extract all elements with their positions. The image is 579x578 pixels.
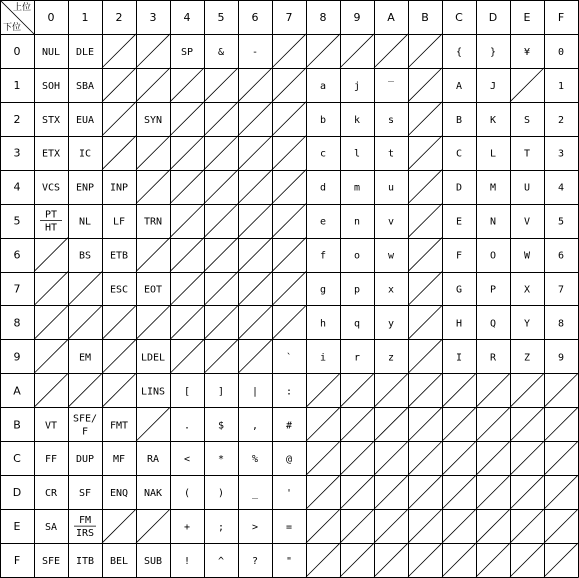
code-cell: CR — [44, 488, 58, 500]
unassigned-cell-slash — [408, 34, 442, 68]
code-cell: W — [523, 250, 531, 262]
unassigned-cell-slash — [34, 339, 68, 373]
col-header: C — [455, 10, 463, 24]
row-header: 2 — [13, 112, 21, 126]
code-cell: ¥ — [523, 46, 531, 58]
code-cell: < — [183, 454, 191, 466]
unassigned-cell-slash — [102, 509, 136, 543]
unassigned-cell-slash — [340, 373, 374, 407]
unassigned-cell-slash — [374, 407, 408, 441]
code-cell: P — [489, 284, 497, 296]
code-cell: SBA — [75, 80, 95, 92]
unassigned-cell-slash — [102, 373, 136, 407]
unassigned-cell-slash — [306, 543, 340, 577]
unassigned-cell-slash — [476, 441, 510, 475]
code-cell: y — [387, 318, 395, 330]
row-header: 4 — [13, 180, 21, 194]
code-cell: - — [251, 46, 259, 58]
code-cell: ( — [183, 488, 191, 500]
unassigned-cell-slash — [238, 238, 272, 272]
code-cell: p — [353, 284, 361, 296]
code-cell: v — [387, 216, 395, 228]
code-cell: b — [319, 114, 327, 126]
code-cell: & — [217, 46, 225, 58]
code-cell: D — [455, 182, 463, 194]
unassigned-cell-slash — [510, 373, 544, 407]
col-header: 3 — [149, 10, 157, 24]
code-cell: E — [455, 216, 463, 228]
unassigned-cell-slash — [442, 373, 476, 407]
unassigned-cell-slash — [272, 170, 306, 204]
row-header: A — [13, 384, 21, 398]
unassigned-cell-slash — [272, 305, 306, 339]
unassigned-cell-slash — [68, 305, 102, 339]
unassigned-cell-slash — [170, 136, 204, 170]
code-cell: # — [285, 420, 293, 432]
col-header: F — [557, 10, 565, 24]
code-cell: = — [285, 522, 293, 534]
code-cell: ETB — [109, 250, 129, 262]
unassigned-cell-slash — [204, 68, 238, 102]
code-cell: M — [489, 182, 497, 194]
code-cell: % — [251, 454, 259, 466]
code-cell: ' — [285, 488, 293, 500]
code-cell: } — [489, 46, 497, 58]
unassigned-cell-slash — [272, 68, 306, 102]
unassigned-cell-slash — [306, 373, 340, 407]
unassigned-cell-slash — [340, 407, 374, 441]
unassigned-cell-slash — [408, 407, 442, 441]
unassigned-cell-slash — [238, 102, 272, 136]
unassigned-cell-slash — [136, 407, 170, 441]
unassigned-cell-slash — [408, 543, 442, 577]
corner-upper-label: 上位 — [12, 3, 31, 13]
code-cell: EUA — [75, 114, 95, 126]
unassigned-cell-slash — [306, 441, 340, 475]
code-cell: * — [217, 454, 225, 466]
unassigned-cell-slash — [306, 407, 340, 441]
code-cell: DLE — [75, 46, 95, 58]
unassigned-cell-slash — [408, 475, 442, 509]
code-cell: J — [489, 80, 497, 92]
unassigned-cell-slash — [204, 272, 238, 306]
code-cell: w — [387, 250, 395, 262]
code-cell: FMT — [109, 420, 129, 432]
code-cell: d — [319, 182, 327, 194]
code-cell: , — [251, 420, 259, 432]
col-header: 8 — [319, 10, 327, 24]
code-cell: ESC — [109, 284, 129, 296]
code-cell: S — [523, 114, 531, 126]
code-cell: F — [455, 250, 463, 262]
code-cell: e — [319, 216, 327, 228]
unassigned-cell-slash — [408, 170, 442, 204]
unassigned-cell-slash — [408, 373, 442, 407]
unassigned-cell-slash — [510, 475, 544, 509]
code-cell: T — [523, 148, 531, 160]
unassigned-cell-slash — [306, 475, 340, 509]
code-cell: RA — [146, 454, 160, 466]
code-cell: ITB — [75, 556, 95, 568]
code-cell: Y — [523, 318, 531, 330]
unassigned-cell-slash — [408, 136, 442, 170]
code-cell: ENQ — [109, 488, 129, 500]
col-header: 7 — [285, 10, 293, 24]
row-header: 1 — [13, 78, 21, 92]
code-cell: 5 — [557, 216, 565, 228]
code-cell: n — [353, 216, 361, 228]
code-cell: C — [455, 148, 463, 160]
unassigned-cell-slash — [374, 475, 408, 509]
unassigned-cell-slash — [510, 441, 544, 475]
code-cell: h — [319, 318, 327, 330]
unassigned-cell-slash — [238, 339, 272, 373]
code-cell: I — [455, 352, 463, 364]
row-header: B — [13, 418, 21, 432]
code-cell: DUP — [75, 454, 95, 466]
unassigned-cell-slash — [306, 509, 340, 543]
code-cell: N — [489, 216, 497, 228]
code-cell: Z — [523, 352, 531, 364]
code-cell: EOT — [143, 284, 163, 296]
unassigned-cell-slash — [408, 204, 442, 238]
row-header: C — [13, 452, 21, 466]
code-cell: Q — [489, 318, 497, 330]
unassigned-cell-slash — [170, 204, 204, 238]
code-cell: U — [523, 182, 531, 194]
unassigned-cell-slash — [34, 305, 68, 339]
code-cell-top: FM — [78, 515, 92, 527]
code-cell: 4 — [557, 182, 565, 194]
code-cell: SA — [44, 522, 58, 534]
col-header: 0 — [47, 10, 55, 24]
code-cell: 1 — [557, 80, 565, 92]
code-cell: . — [183, 420, 191, 432]
code-cell: > — [251, 522, 259, 534]
code-cell: ) — [217, 488, 225, 500]
code-cell: u — [387, 182, 395, 194]
row-header: 0 — [13, 44, 21, 58]
code-cell: j — [353, 80, 361, 92]
unassigned-cell-slash — [340, 34, 374, 68]
code-cell: s — [387, 114, 395, 126]
row-header: D — [12, 486, 22, 500]
unassigned-cell-slash — [340, 509, 374, 543]
unassigned-cell-slash — [102, 102, 136, 136]
code-cell: | — [251, 386, 259, 398]
code-cell: V — [523, 216, 531, 228]
code-cell: 7 — [557, 284, 565, 296]
unassigned-cell-slash — [204, 136, 238, 170]
unassigned-cell-slash — [68, 272, 102, 306]
code-cell: ETX — [41, 148, 61, 160]
code-cell: SOH — [41, 80, 61, 92]
code-cell: q — [353, 318, 361, 330]
col-header: A — [387, 10, 395, 24]
code-cell: g — [319, 284, 327, 296]
code-cell: " — [285, 556, 293, 568]
code-cell: i — [319, 352, 327, 364]
code-cell-bottom: HT — [44, 222, 58, 234]
unassigned-cell-slash — [102, 339, 136, 373]
code-cell: ? — [251, 556, 259, 568]
unassigned-cell-slash — [102, 305, 136, 339]
unassigned-cell-slash — [170, 102, 204, 136]
unassigned-cell-slash — [272, 136, 306, 170]
unassigned-cell-slash — [408, 102, 442, 136]
col-header: 9 — [353, 10, 361, 24]
unassigned-cell-slash — [170, 170, 204, 204]
unassigned-cell-slash — [442, 543, 476, 577]
unassigned-cell-slash — [170, 68, 204, 102]
row-header: 7 — [13, 282, 21, 296]
code-cell: a — [319, 80, 327, 92]
unassigned-cell-slash — [272, 204, 306, 238]
code-cell: VT — [44, 420, 58, 432]
code-cell: c — [319, 148, 327, 160]
unassigned-cell-slash — [408, 305, 442, 339]
code-cell: X — [523, 284, 531, 296]
row-header: 9 — [13, 350, 21, 364]
code-cell: SF — [78, 488, 92, 500]
unassigned-cell-slash — [136, 34, 170, 68]
code-cell: EM — [78, 352, 92, 364]
code-cell: H — [455, 318, 463, 330]
unassigned-cell-slash — [204, 305, 238, 339]
code-cell: VCS — [41, 182, 61, 194]
unassigned-cell-slash — [272, 34, 306, 68]
unassigned-cell-slash — [204, 204, 238, 238]
code-cell: z — [387, 352, 395, 364]
code-cell: 2 — [557, 114, 565, 126]
unassigned-cell-slash — [408, 238, 442, 272]
unassigned-cell-slash — [510, 407, 544, 441]
col-header: D — [488, 10, 498, 24]
code-cell: FF — [44, 454, 58, 466]
code-cell: { — [455, 46, 463, 58]
code-cell: : — [285, 386, 293, 398]
code-cell: 9 — [557, 352, 565, 364]
unassigned-cell-slash — [374, 34, 408, 68]
unassigned-cell-slash — [340, 475, 374, 509]
unassigned-cell-slash — [204, 102, 238, 136]
col-header: 4 — [183, 10, 191, 24]
unassigned-cell-slash — [408, 509, 442, 543]
code-cell: 6 — [557, 250, 565, 262]
code-cell: O — [489, 250, 497, 262]
unassigned-cell-slash — [136, 509, 170, 543]
row-header: 3 — [13, 146, 21, 160]
unassigned-cell-slash — [476, 475, 510, 509]
code-cell: o — [353, 250, 361, 262]
unassigned-cell-slash — [544, 509, 578, 543]
unassigned-cell-slash — [374, 373, 408, 407]
unassigned-cell-slash — [544, 407, 578, 441]
unassigned-cell-slash — [170, 305, 204, 339]
code-cell-bottom: F — [81, 426, 89, 438]
code-cell: t — [387, 148, 395, 160]
code-cell: TRN — [143, 216, 163, 228]
unassigned-cell-slash — [34, 238, 68, 272]
code-cell: m — [353, 182, 361, 194]
row-header: E — [13, 520, 21, 534]
unassigned-cell-slash — [408, 339, 442, 373]
unassigned-cell-slash — [476, 509, 510, 543]
unassigned-cell-slash — [544, 373, 578, 407]
code-cell: K — [489, 114, 497, 126]
unassigned-cell-slash — [476, 373, 510, 407]
code-cell: ; — [217, 522, 225, 534]
code-cell-top: PT — [44, 209, 58, 221]
code-cell: LF — [112, 216, 126, 228]
unassigned-cell-slash — [476, 543, 510, 577]
code-cell: ENP — [75, 182, 95, 194]
unassigned-cell-slash — [340, 543, 374, 577]
code-cell: ` — [285, 352, 293, 364]
unassigned-cell-slash — [238, 136, 272, 170]
unassigned-cell-slash — [34, 373, 68, 407]
code-cell: ^ — [217, 556, 225, 568]
unassigned-cell-slash — [544, 475, 578, 509]
unassigned-cell-slash — [340, 441, 374, 475]
unassigned-cell-slash — [136, 170, 170, 204]
code-cell: ] — [217, 386, 225, 398]
code-cell: [ — [183, 386, 191, 398]
code-cell: + — [183, 522, 191, 534]
col-header: 2 — [115, 10, 123, 24]
code-cell: ‾ — [387, 80, 395, 92]
unassigned-cell-slash — [272, 238, 306, 272]
code-cell: SFE — [41, 556, 61, 568]
code-cell: B — [455, 114, 463, 126]
unassigned-cell-slash — [204, 339, 238, 373]
unassigned-cell-slash — [374, 441, 408, 475]
unassigned-cell-slash — [476, 407, 510, 441]
code-cell: NL — [78, 216, 92, 228]
unassigned-cell-slash — [238, 170, 272, 204]
code-cell: BEL — [109, 556, 129, 568]
unassigned-cell-slash — [544, 441, 578, 475]
code-cell: x — [387, 284, 395, 296]
code-cell-bottom: IRS — [75, 528, 95, 540]
code-cell: r — [353, 352, 361, 364]
unassigned-cell-slash — [408, 272, 442, 306]
col-header: E — [523, 10, 531, 24]
unassigned-cell-slash — [68, 373, 102, 407]
code-cell: SUB — [143, 556, 163, 568]
code-cell: @ — [285, 454, 293, 466]
row-header: F — [13, 554, 21, 568]
unassigned-cell-slash — [204, 238, 238, 272]
unassigned-cell-slash — [510, 543, 544, 577]
code-cell: LINS — [140, 386, 166, 398]
unassigned-cell-slash — [374, 509, 408, 543]
code-cell: ! — [183, 556, 191, 568]
unassigned-cell-slash — [238, 305, 272, 339]
unassigned-cell-slash — [170, 238, 204, 272]
code-cell: STX — [41, 114, 61, 126]
unassigned-cell-slash — [102, 68, 136, 102]
code-cell: 0 — [557, 46, 565, 58]
unassigned-cell-slash — [102, 34, 136, 68]
unassigned-cell-slash — [510, 509, 544, 543]
unassigned-cell-slash — [544, 543, 578, 577]
code-cell: SYN — [143, 114, 163, 126]
unassigned-cell-slash — [136, 68, 170, 102]
unassigned-cell-slash — [136, 305, 170, 339]
unassigned-cell-slash — [408, 68, 442, 102]
unassigned-cell-slash — [238, 204, 272, 238]
code-cell: MF — [112, 454, 126, 466]
code-cell: LDEL — [140, 352, 166, 364]
code-cell: k — [353, 114, 361, 126]
code-cell-top: SFE/ — [72, 413, 98, 425]
unassigned-cell-slash — [408, 441, 442, 475]
col-header: 5 — [217, 10, 225, 24]
unassigned-cell-slash — [136, 136, 170, 170]
unassigned-cell-slash — [272, 102, 306, 136]
code-cell: BS — [78, 250, 92, 262]
col-header: 1 — [81, 10, 89, 24]
unassigned-cell-slash — [442, 407, 476, 441]
unassigned-cell-slash — [272, 272, 306, 306]
col-header: 6 — [251, 10, 259, 24]
code-cell: NAK — [143, 488, 163, 500]
code-cell: A — [455, 80, 463, 92]
code-cell: INP — [109, 182, 129, 194]
code-cell: IC — [78, 148, 92, 160]
code-cell: 3 — [557, 148, 565, 160]
unassigned-cell-slash — [510, 68, 544, 102]
unassigned-cell-slash — [238, 68, 272, 102]
code-cell: G — [455, 284, 463, 296]
corner-lower-label: 下位 — [3, 23, 22, 33]
unassigned-cell-slash — [238, 272, 272, 306]
unassigned-cell-slash — [204, 170, 238, 204]
code-cell: _ — [251, 488, 259, 500]
code-cell: $ — [217, 420, 225, 432]
code-cell: L — [489, 148, 497, 160]
unassigned-cell-slash — [442, 509, 476, 543]
unassigned-cell-slash — [442, 475, 476, 509]
unassigned-cell-slash — [34, 272, 68, 306]
row-header: 8 — [13, 316, 21, 330]
unassigned-cell-slash — [374, 543, 408, 577]
row-header: 5 — [13, 214, 21, 228]
code-cell: R — [489, 352, 497, 364]
code-cell: 8 — [557, 318, 565, 330]
code-cell: l — [353, 148, 361, 160]
unassigned-cell-slash — [102, 136, 136, 170]
unassigned-cell-slash — [306, 34, 340, 68]
unassigned-cell-slash — [136, 238, 170, 272]
code-cell: SP — [180, 46, 194, 58]
unassigned-cell-slash — [442, 441, 476, 475]
unassigned-cell-slash — [170, 339, 204, 373]
unassigned-cell-slash — [170, 272, 204, 306]
row-header: 6 — [13, 248, 21, 262]
code-cell: NUL — [41, 46, 61, 58]
code-cell: f — [319, 250, 327, 262]
col-header: B — [421, 10, 429, 24]
